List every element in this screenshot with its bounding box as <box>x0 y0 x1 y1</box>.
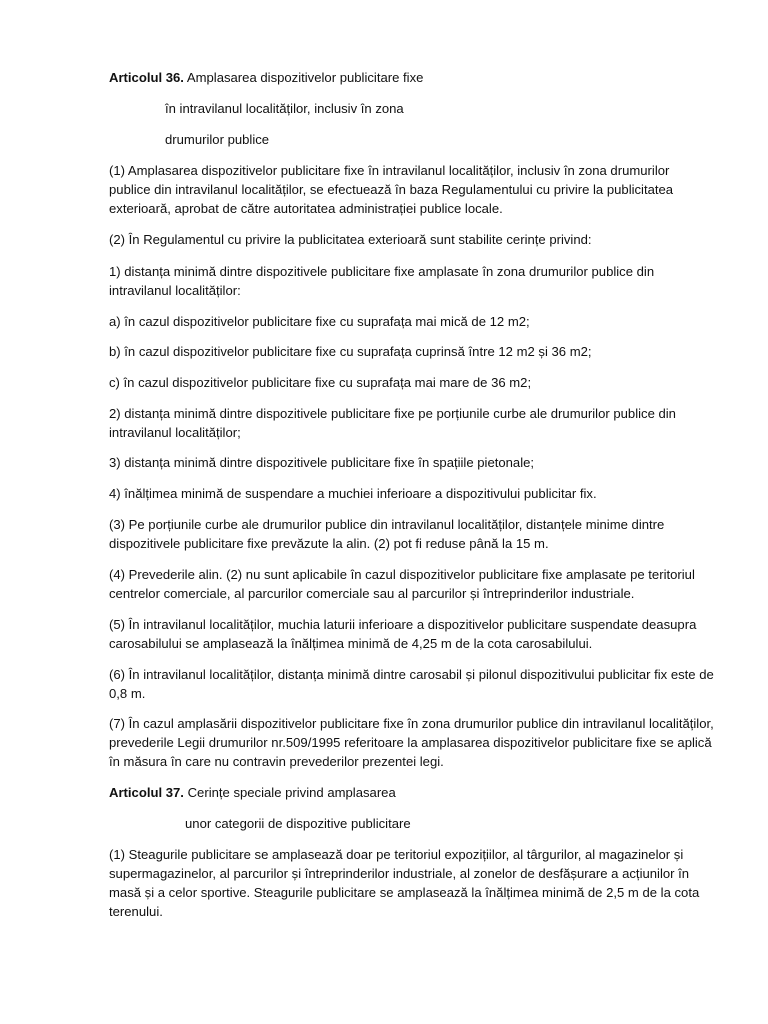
article-37-label: Articolul 37. <box>109 785 184 800</box>
article-36-paragraph-3: 1) distanța minimă dintre dispozitivele publicitare fixe amplasate în zona drumurilor publice din intravilanul localităților: <box>109 264 655 298</box>
article-36-paragraph-9: 4) înălțimea minimă de suspendare a muchiei inferioare a dispozitivului publicitar fix. <box>109 486 597 501</box>
article-36-heading <box>109 68 714 87</box>
article-36-label: Articolul 36. <box>109 70 184 85</box>
article-37-title-line2: unor categorii de dispozitive publicitare <box>185 816 411 831</box>
article-36-paragraph-2: (2) În Regulamentul cu privire la publicitatea exterioară sunt stabilite cerințe privind: <box>109 232 592 247</box>
article-36-title-line2: în intravilanul localităților, inclusiv în zona <box>165 101 404 116</box>
article-36-paragraph-7: 2) distanța minimă dintre dispozitivele publicitare fixe pe porțiunile curbe ale drumurilor publice din intravilanul localităților; <box>109 406 676 440</box>
article-36-paragraph-1: (1) Amplasarea dispozitivelor publicitare fixe în intravilanul localităților, inclusiv în zona drumurilor publice din intravilanul localităților, se efectuează în baza Regulamentului cu privire la publicitatea exterioară, aprobat de către autoritatea administrației publice locale. <box>109 163 674 216</box>
article-36-paragraph-13: (6) În intravilanul localităților, distanța minimă dintre carosabil și pilonul dispozitivului publicitar fix este de 0,8 m. <box>109 667 714 701</box>
article-36-paragraph-14: (7) În cazul amplasării dispozitivelor publicitare fixe în zona drumurilor publice din intravilanul localităților, prevederile Legii drumurilor nr.509/1995 referitoare la amplasarea dispozitivelor publicitare fixe se aplică în măsura în care nu contravin prevederilor prezentei legi. <box>109 716 714 769</box>
article-37-heading <box>109 783 714 802</box>
article-36-paragraph-5: b) în cazul dispozitivelor publicitare fixe cu suprafața cuprinsă între 12 m2 și 36 m2; <box>109 344 592 359</box>
article-36-title-line3: drumurilor publice <box>165 132 270 147</box>
article-36-paragraph-10: (3) Pe porțiunile curbe ale drumurilor publice din intravilanul localităților, distanțele minime dintre dispozitivele publicitare fixe prevăzute la alin. (2) pot fi reduse până la 15 m. <box>109 517 665 551</box>
article-36-paragraph-6: c) în cazul dispozitivelor publicitare fixe cu suprafața mai mare de 36 m2; <box>109 375 532 390</box>
article-36-paragraph-8: 3) distanța minimă dintre dispozitivele publicitare fixe în spațiile pietonale; <box>109 455 535 470</box>
article-36-paragraph-11: (4) Prevederile alin. (2) nu sunt aplicabile în cazul dispozitivelor publicitare fixe amplasate pe teritoriul centrelor comerciale, al parcurilor comerciale sau al parcurilor și întreprinderilor industriale. <box>109 567 695 601</box>
article-36-title-line1: Amplasarea dispozitivelor publicitare fixe <box>183 70 424 85</box>
article-36-paragraph-12: (5) În intravilanul localităților, muchia laturii inferioare a dispozitivelor publicitare suspendate deasupra carosabilului se amplasează la înălțimea minimă de 4,25 m de la cota carosabilului. <box>109 617 697 651</box>
article-37-title-line1: Cerințe speciale privind amplasarea <box>183 785 396 800</box>
article-36-paragraph-4: a) în cazul dispozitivelor publicitare fixe cu suprafața mai mică de 12 m2; <box>109 314 530 329</box>
article-37-paragraph-1: (1) Steagurile publicitare se amplasează doar pe teritoriul expozițiilor, al târgurilor, al magazinelor și supermagazinelor, al parcurilor și întreprinderilor industriale, al zonelor de desfășurare a acțiunilor în masă și a celor sportive. Steagurile publicitare se amplasează la înălțimea minimă de 2,5 m de la cota terenului. <box>109 847 700 919</box>
